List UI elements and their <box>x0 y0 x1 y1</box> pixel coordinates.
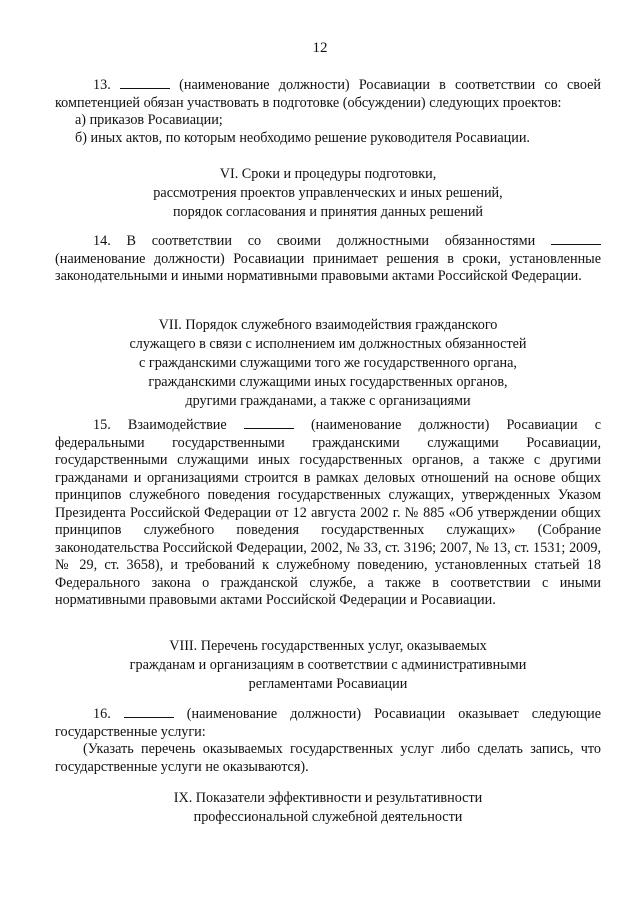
section-6-line-2: рассмотрения проектов управленческих и иных решений, <box>153 185 503 201</box>
paragraph-13-item-a: а) приказов Росавиации; <box>75 112 223 128</box>
page-number: 12 <box>312 40 328 56</box>
paragraph-15-text-before: Взаимодействие <box>127 417 227 433</box>
paragraph-16 <box>55 705 601 776</box>
paragraph-15 <box>55 416 601 610</box>
section-9-heading <box>55 789 601 827</box>
paragraph-15-text-after: (наименование должности) Росавиации с федеральными государственными гражданскими служащими Росавиации, государственными служащими иных государственных органов, а также с другими гражданами и организациями строится в рамках деловых отношений на основе общих принципов служебного поведения государственных служащих, утвержденных Указом Президента Российской Федерации от 12 августа 2002 г. № 885 «Об утверждении общих принципов служебного поведения государственных служащих» (Собрание законодательства Российской Федерации, 2002, № 33, ст. 3196; 2007, № 13, ст. 1531; 2009, № 29, ст. 3658), и требований к служебному поведению, установленных статьей 18 Федерального закона о гражданской службе, а также в соответствии с иными нормативными правовыми актами Российской Федерации и Росавиации. <box>55 417 602 608</box>
section-7-line-1: VII. Порядок служебного взаимодействия гражданского <box>158 317 498 333</box>
blank-field <box>244 416 294 429</box>
section-9-line-2: профессиональной служебной деятельности <box>193 809 463 825</box>
paragraph-14 <box>55 232 601 286</box>
paragraph-16-number: 16. <box>93 706 111 722</box>
paragraph-13-number: 13. <box>93 77 111 93</box>
section-8-line-3: регламентами Росавиации <box>248 676 408 692</box>
section-6-line-3: порядок согласования и принятия данных решений <box>172 204 484 220</box>
section-8-line-2: гражданам и организациям в соответствии с административными <box>129 657 527 673</box>
section-6-line-1: VI. Сроки и процедуры подготовки, <box>219 166 437 182</box>
section-7-line-3: с гражданскими служащими того же государственного органа, <box>139 355 517 371</box>
paragraph-13-item-b: б) иных актов, по которым необходимо решение руководителя Росавиации. <box>75 129 530 146</box>
section-8-line-1: VIII. Перечень государственных услуг, оказываемых <box>169 638 487 654</box>
section-7-line-4: гражданскими служащими иных государственных органов, <box>148 374 508 390</box>
section-7-line-5: другими гражданами, а также с организациями <box>185 393 471 409</box>
paragraph-14-number: 14. <box>93 233 111 249</box>
paragraph-16-text: (наименование должности) Росавиации оказывает следующие государственные услуги: <box>55 706 601 740</box>
section-7-heading <box>55 316 601 411</box>
blank-field <box>124 705 174 718</box>
section-6-heading <box>55 165 601 222</box>
blank-field <box>551 232 601 245</box>
paragraph-14-text-before: В соответствии со своими должностными обязанностями <box>126 233 536 249</box>
section-9-line-1: IX. Показатели эффективности и результативности <box>173 790 483 806</box>
paragraph-15-number: 15. <box>93 417 111 433</box>
section-7-line-2: служащего в связи с исполнением им должностных обязанностей <box>129 336 527 352</box>
paragraph-14-text-after: (наименование должности) Росавиации принимает решения в сроки, установленные законодательными и иными нормативными правовыми актами Российской Федерации. <box>55 250 601 284</box>
paragraph-13 <box>55 76 601 147</box>
blank-field <box>120 76 170 89</box>
paragraph-13-text: (наименование должности) Росавиации в соответствии со своей компетенцией обязан участвовать в подготовке (обсуждении) следующих проектов: <box>55 77 602 111</box>
section-8-heading <box>55 637 601 694</box>
paragraph-16-note: (Указать перечень оказываемых государственных услуг либо сделать запись, что государственные услуги не оказываются). <box>55 741 601 775</box>
